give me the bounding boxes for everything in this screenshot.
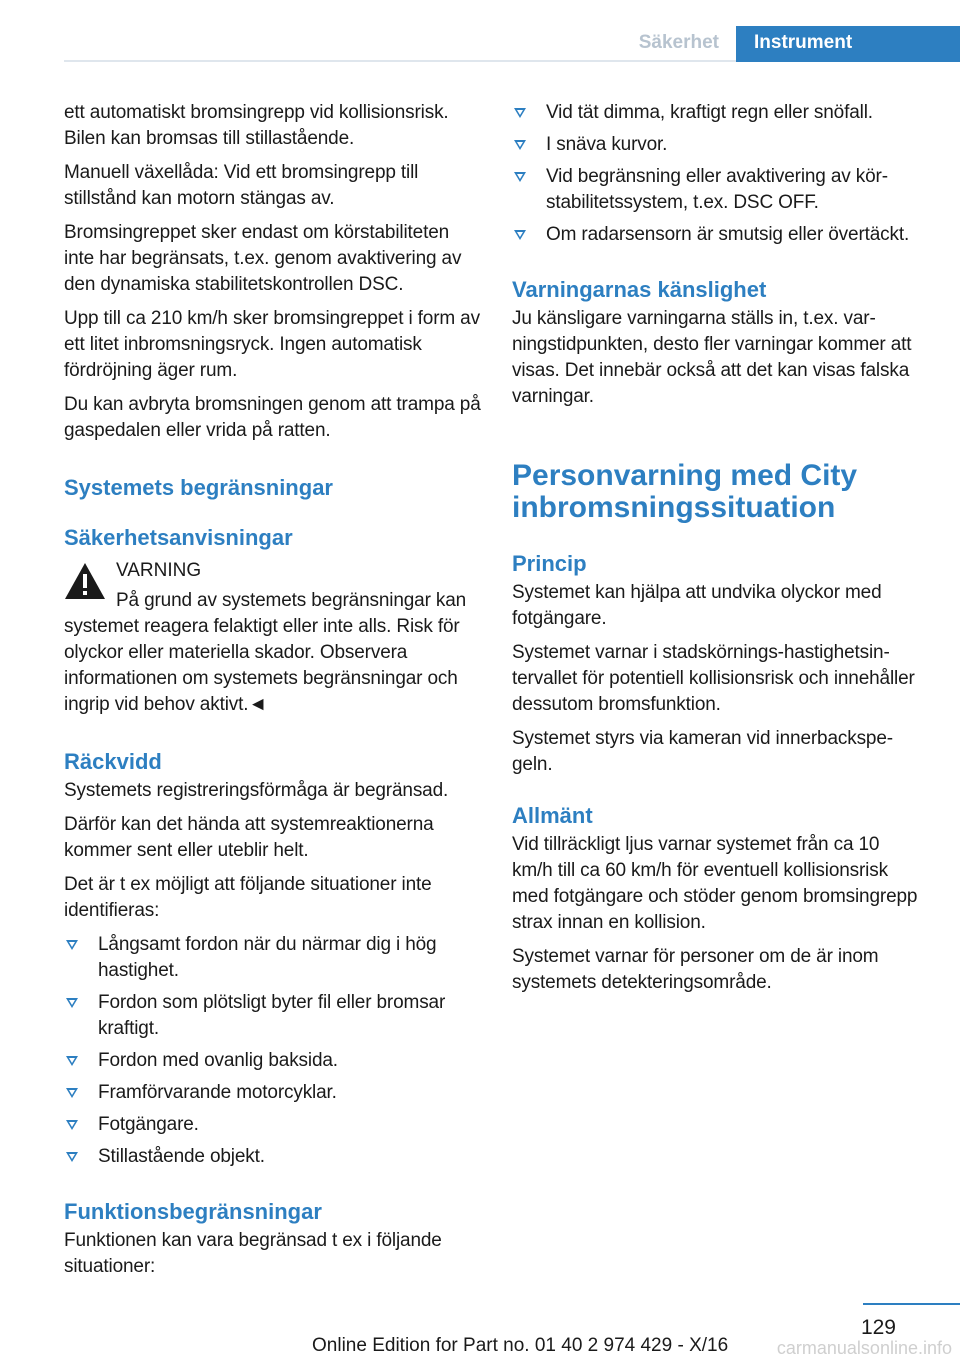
list-item: Fotgängare. bbox=[64, 1112, 482, 1138]
warning-box bbox=[64, 558, 482, 718]
principle-paragraph: Systemet varnar i stadskörnings-hastighetsintervallet för potentiell kollisionsrisk och innehåller dessutom bromsfunktion. bbox=[512, 642, 915, 715]
edition-line: Online Edition for Part no. 01 40 2 974 429 - X/16 bbox=[312, 1335, 729, 1356]
range-paragraph: Det är t ex möjligt att följande situationer inte identifieras: bbox=[64, 874, 432, 921]
list-item: I snäva kurvor. bbox=[512, 132, 924, 158]
page-header bbox=[64, 26, 960, 62]
list-item: Långsamt fordon när du närmar dig i hög hastighet. bbox=[64, 932, 482, 984]
general-paragraph: Systemet varnar för personer om de är inom systemets detekteringsområde. bbox=[512, 946, 879, 993]
heading-function-limits: Funktionsbegränsningar bbox=[64, 1199, 322, 1224]
section-tab: Säkerhet bbox=[638, 32, 719, 53]
function-list bbox=[512, 100, 924, 248]
page-number: 129 bbox=[860, 1316, 896, 1339]
intro-paragraph: Bromsingreppet sker endast om körstabiliteten inte har begränsats, t.ex. genom avaktivering av den dynamiska stabilitetskontrollen DSC. bbox=[64, 222, 462, 295]
general-paragraph: Vid tillräckligt ljus varnar systemet från ca 10 km/h till ca 60 km/h för eventuell kollisionsrisk med fotgängare och stöder genom bromsingrepp strax innan en kollision. bbox=[512, 834, 918, 933]
warning-triangle-icon bbox=[64, 562, 106, 600]
principle-paragraph: Systemet kan hjälpa att undvika olyckor med fotgängare. bbox=[512, 582, 882, 629]
warning-title: VARNING bbox=[116, 560, 202, 581]
watermark: carmanualsonline.info bbox=[776, 1338, 952, 1358]
intro-paragraph: Manuell växellåda: Vid ett bromsingrepp till stillstånd kan motorn stängas av. bbox=[64, 162, 419, 209]
heading-warning-sensitivity: Varningarnas känslighet bbox=[512, 277, 767, 302]
intro-paragraph: Du kan avbryta bromsningen genom att trampa på gaspedalen eller vrida på ratten. bbox=[64, 394, 481, 441]
list-item: Vid tät dimma, kraftigt regn eller snöfall. bbox=[512, 100, 924, 126]
list-item: Fordon som plötsligt byter fil eller bromsar kraftigt. bbox=[64, 990, 482, 1042]
function-paragraph: Funktionen kan vara begränsad t ex i följande situationer: bbox=[64, 1230, 442, 1277]
left-column bbox=[64, 100, 482, 1288]
bullet-triangle-icon bbox=[66, 1120, 78, 1130]
range-paragraph: Systemets registreringsförmåga är begränsad. bbox=[64, 780, 449, 801]
right-column bbox=[512, 100, 924, 1004]
bullet-triangle-icon bbox=[514, 172, 526, 182]
list-item: Framförvarande motorcyklar. bbox=[64, 1080, 482, 1106]
heading-general: Allmänt bbox=[512, 803, 593, 828]
footer-rule bbox=[863, 1303, 960, 1305]
bullet-triangle-icon bbox=[66, 940, 78, 950]
range-list bbox=[64, 932, 482, 1170]
heading-person-warning: Personvarning med City inbromsningssituation bbox=[512, 459, 858, 524]
bullet-triangle-icon bbox=[514, 230, 526, 240]
warning-text: På grund av systemets begränsningar kan systemet reagera felaktigt eller inte alls. Risk för olyckor eller materiella skador. Observera informationen om systemets begränsningar och ingrip vid behov aktivt.◄ bbox=[64, 590, 467, 715]
chapter-tab: Instrument bbox=[736, 26, 960, 62]
principle-paragraph: Systemet styrs via kameran vid innerbackspegeln. bbox=[512, 728, 894, 775]
bullet-triangle-icon bbox=[514, 108, 526, 118]
bullet-triangle-icon bbox=[66, 998, 78, 1008]
bullet-triangle-icon bbox=[66, 1056, 78, 1066]
list-item: Stillastående objekt. bbox=[64, 1144, 482, 1170]
bullet-triangle-icon bbox=[514, 140, 526, 150]
list-item: Vid begränsning eller avaktivering av körstabilitetssystem, t.ex. DSC OFF. bbox=[512, 164, 924, 216]
list-item: Fordon med ovanlig baksida. bbox=[64, 1048, 482, 1074]
heading-system-limits: Systemets begränsningar bbox=[64, 475, 333, 500]
range-paragraph: Därför kan det hända att systemreaktionerna kommer sent eller uteblir helt. bbox=[64, 814, 434, 861]
intro-paragraph: ett automatiskt bromsingrepp vid kollisionsrisk. Bilen kan bromsas till stillastående. bbox=[64, 102, 449, 149]
list-item: Om radarsensorn är smutsig eller övertäckt. bbox=[512, 222, 924, 248]
heading-principle: Princip bbox=[512, 551, 587, 576]
bullet-triangle-icon bbox=[66, 1088, 78, 1098]
heading-safety-notes: Säkerhetsanvisningar bbox=[64, 525, 293, 550]
heading-range: Räckvidd bbox=[64, 749, 162, 774]
sensitivity-paragraph: Ju känsligare varningarna ställs in, t.ex. varningstidpunkten, desto fler varningar kommer att visas. Det innebär också att det kan visas falska varningar. bbox=[512, 308, 912, 407]
bullet-triangle-icon bbox=[66, 1152, 78, 1162]
intro-paragraph: Upp till ca 210 km/h sker bromsingreppet i form av ett litet inbromsningsryck. Ingen automatisk fördröjning äger rum. bbox=[64, 308, 480, 381]
